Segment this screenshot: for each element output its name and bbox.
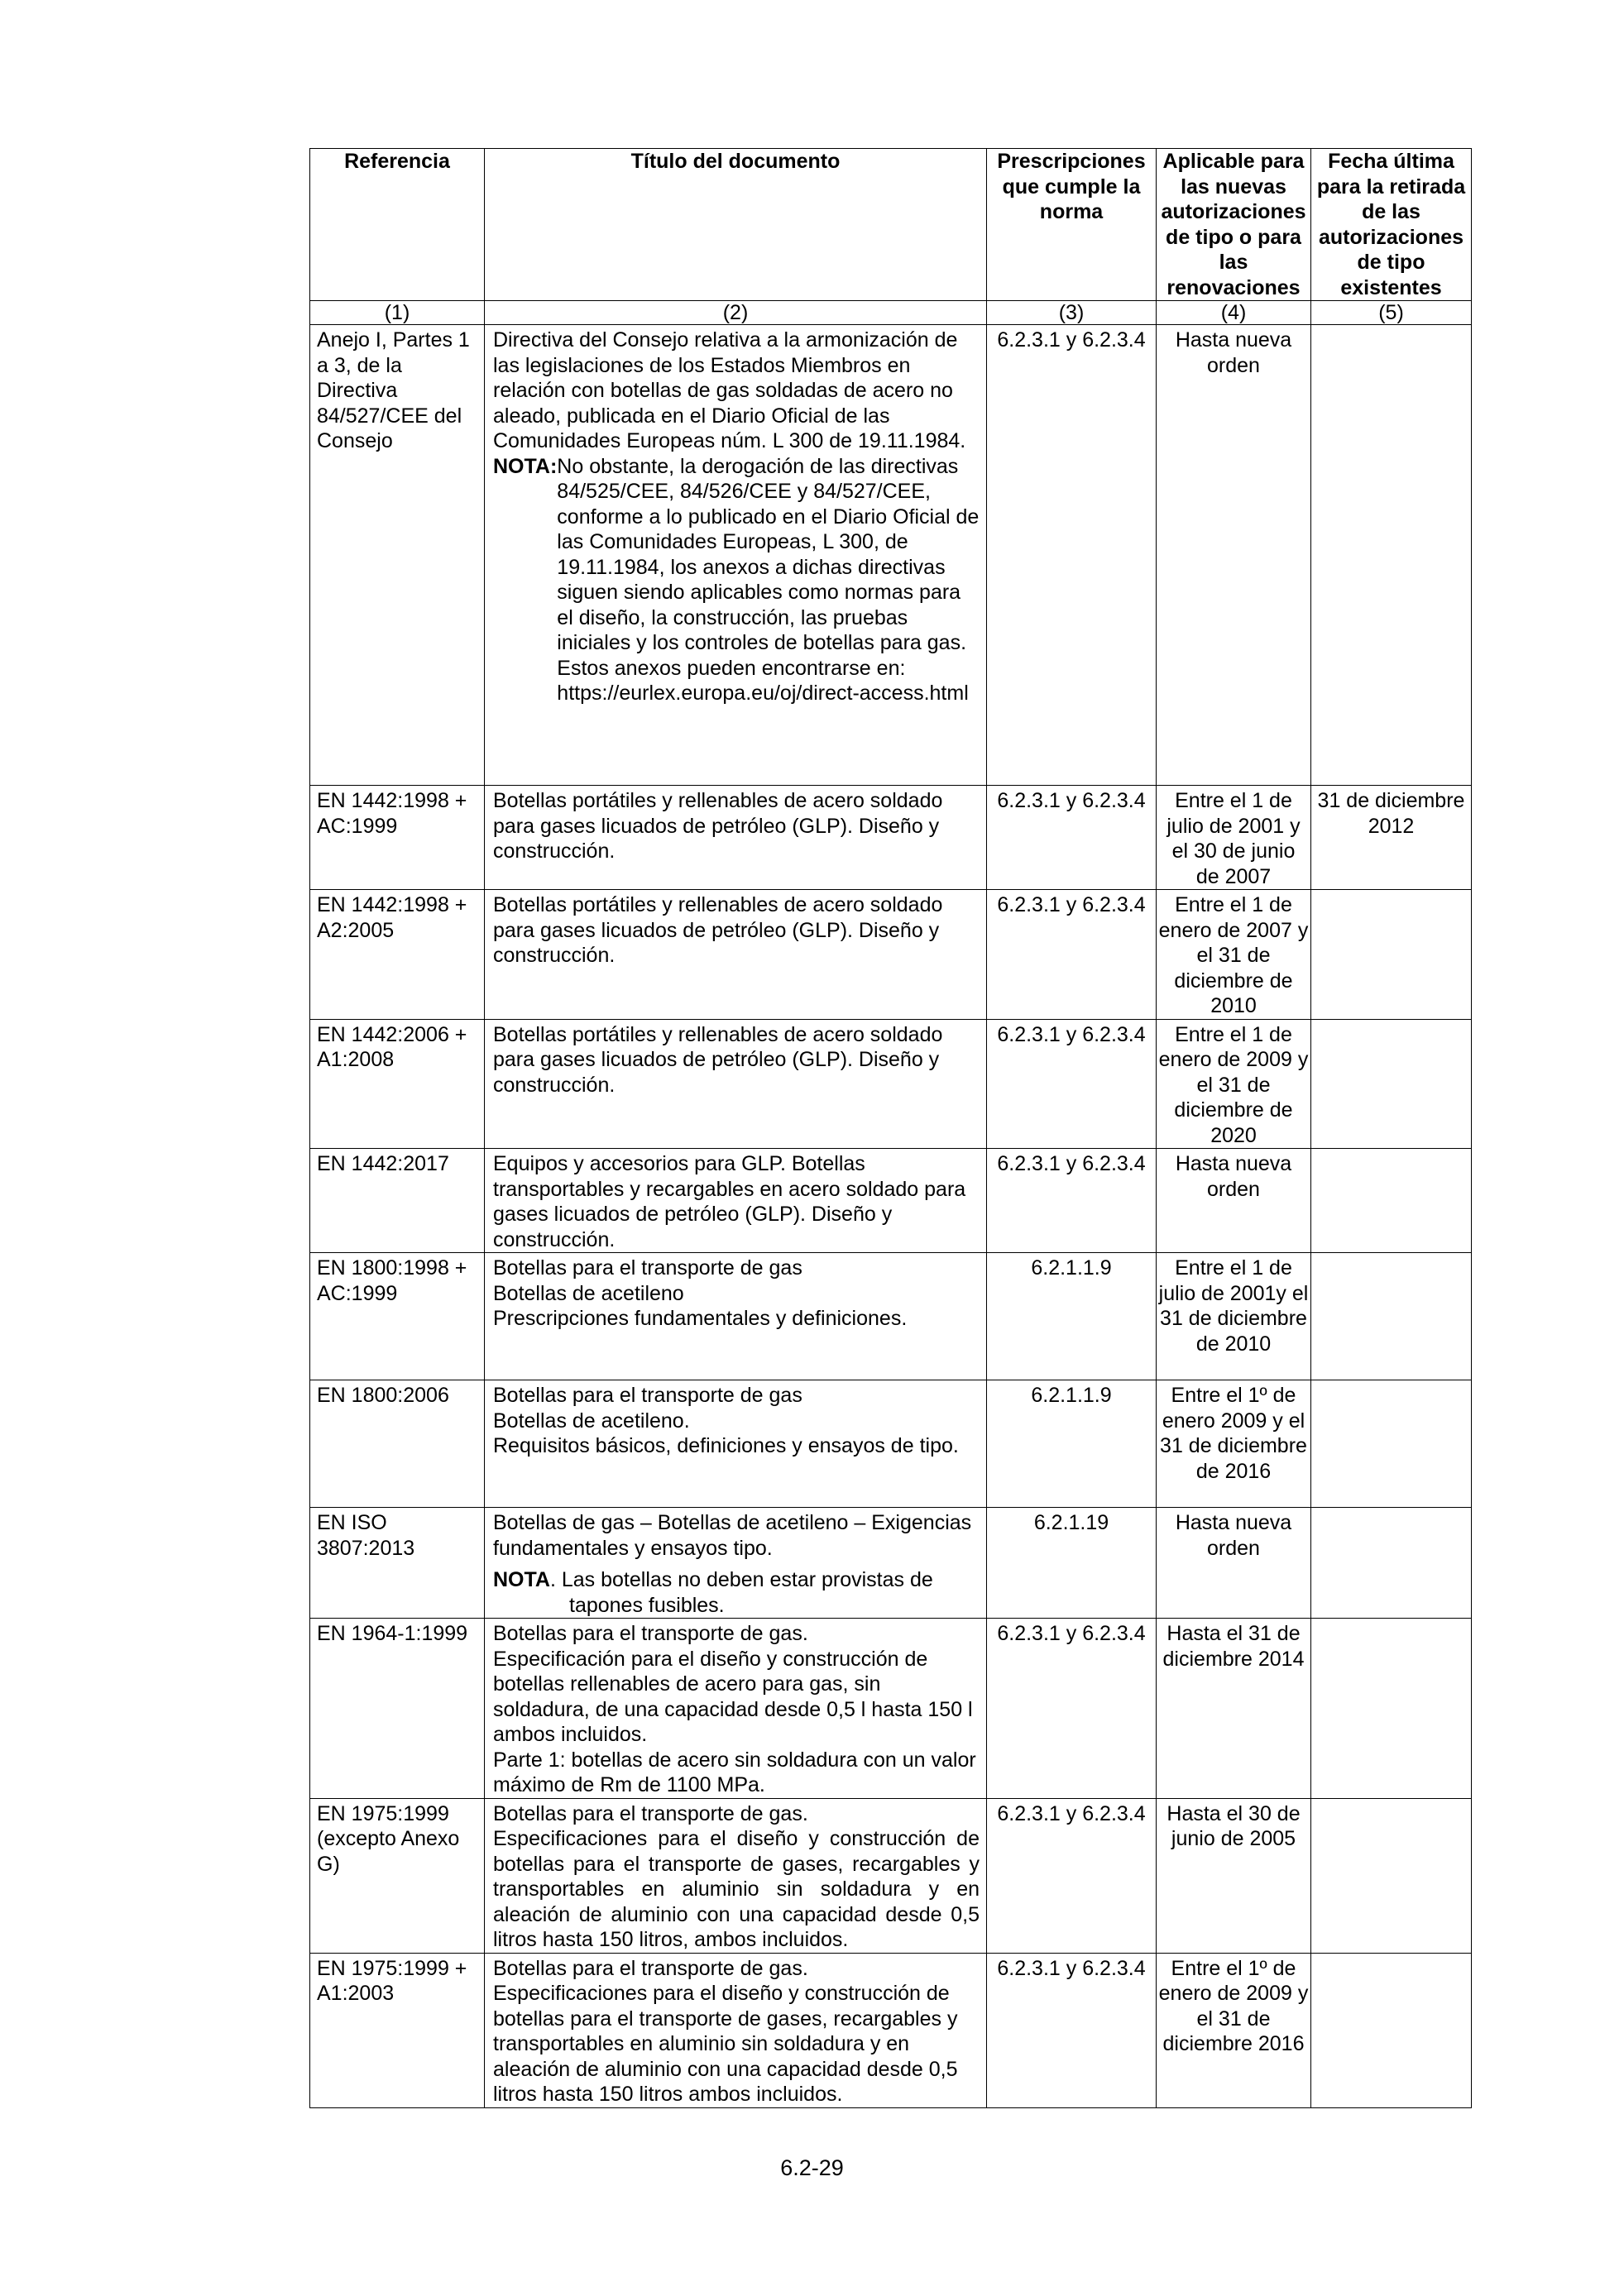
- table-row: [310, 1380, 1472, 1508]
- note-body: . Las botellas no deben estar provistas de tapones fusibles.: [549, 1568, 933, 1617]
- table-row: [310, 890, 1472, 1020]
- withdrawal-cell: 31 de diciembre 2012: [1311, 786, 1472, 890]
- title-cell: Equipos y accesorios para GLP. Botellas transportables y recargables en acero soldado para gases licuados de petróleo (GLP). Diseño y construcción.: [485, 1149, 987, 1253]
- title-line: Especificación para el diseño y construcción de botellas rellenables de acero para gas, sin soldadura, de una capacidad desde 0,5 l hasta 150 l ambos incluidos.: [493, 1647, 973, 1746]
- note-block: [493, 1567, 980, 1618]
- column-number-row: [310, 301, 1472, 325]
- title-cell: Botellas portátiles y rellenables de acero soldado para gases licuados de petróleo (GLP). Diseño y construcción.: [485, 1019, 987, 1149]
- prescriptions-cell: 6.2.1.1.9: [987, 1380, 1157, 1508]
- prescriptions-cell: 6.2.3.1 y 6.2.3.4: [987, 1953, 1157, 2107]
- prescriptions-cell: 6.2.1.19: [987, 1508, 1157, 1619]
- table-row: [310, 1508, 1472, 1619]
- applicable-cell: Entre el 1º de enero de 2009 y el 31 de diciembre 2016: [1157, 1953, 1311, 2107]
- table-row: [310, 1798, 1472, 1953]
- withdrawal-cell: [1311, 1619, 1472, 1799]
- withdrawal-cell: [1311, 1953, 1472, 2107]
- title-text: Directiva del Consejo relativa a la armonización de las legislaciones de los Estados Miembros en relación con botellas de gas soldadas de acero no aleado, publicada en el Diario Oficial de las Comunidades Europeas núm. L 300 de 19.11.1984.: [493, 328, 966, 452]
- applicable-cell: Entre el 1 de enero de 2007 y el 31 de diciembre de 2010: [1157, 890, 1311, 1020]
- header-aplicable: Aplicable para las nuevas autorizaciones de tipo o para las renovaciones: [1157, 149, 1311, 301]
- applicable-cell: Entre el 1 de julio de 2001 y el 30 de junio de 2007: [1157, 786, 1311, 890]
- title-line: Botellas para el transporte de gas.: [493, 1956, 808, 1980]
- header-referencia: Referencia: [310, 149, 485, 301]
- title-line: Especificaciones para el diseño y construcción de botellas para el transporte de gases, recargables y transportables en aluminio sin soldadura y en aleación de aluminio con una capacidad desde 0,5 litros hasta 150 litros ambos incluidos.: [493, 1982, 958, 2106]
- header-titulo: Título del documento: [485, 149, 987, 301]
- note-block: [493, 454, 980, 706]
- note-label: NOTA: [493, 1568, 550, 1591]
- note-body: No obstante, la derogación de las directivas 84/525/CEE, 84/526/CEE y 84/527/CEE, conforme a lo publicado en el Diario Oficial de las Comunidades Europeas, L 300, de 19.11.1984, los anexos a dichas directivas siguen siendo aplicables como normas para el diseño, la construcción, las pruebas iniciales y los controles de botellas para gas. Estos anexos pueden encontrarse en: https://eurlex.europa.eu/oj/direct-access.html: [557, 454, 980, 705]
- table-row: [310, 325, 1472, 786]
- title-cell: Botellas portátiles y rellenables de acero soldado para gases licuados de petróleo (GLP). Diseño y construcción.: [485, 890, 987, 1020]
- table-row: [310, 1619, 1472, 1799]
- standards-table: [309, 148, 1472, 2108]
- prescriptions-cell: 6.2.3.1 y 6.2.3.4: [987, 325, 1157, 786]
- table-row: [310, 1149, 1472, 1253]
- reference-cell: EN 1964-1:1999: [310, 1619, 485, 1799]
- table-row: [310, 1019, 1472, 1149]
- withdrawal-cell: [1311, 1149, 1472, 1253]
- reference-cell: EN 1442:2006 + A1:2008: [310, 1019, 485, 1149]
- title-cell: [485, 1953, 987, 2107]
- table-row: [310, 1253, 1472, 1380]
- title-cell: [485, 1619, 987, 1799]
- withdrawal-cell: [1311, 1380, 1472, 1508]
- note-label: NOTA:: [493, 454, 558, 478]
- title-cell: [485, 1380, 987, 1508]
- prescriptions-cell: 6.2.3.1 y 6.2.3.4: [987, 1798, 1157, 1953]
- title-line: Especificaciones para el diseño y construcción de botellas para el transporte de gases, recargables y transportables en aluminio sin soldadura y en aleación de aluminio con una capacidad desde 0,5 litros hasta 150 litros, ambos incluidos.: [493, 1827, 980, 1951]
- prescriptions-cell: 6.2.3.1 y 6.2.3.4: [987, 1149, 1157, 1253]
- title-line: Prescripciones fundamentales y definiciones.: [493, 1307, 908, 1330]
- column-number: (1): [310, 301, 485, 325]
- withdrawal-cell: [1311, 325, 1472, 786]
- reference-cell: EN 1800:2006: [310, 1380, 485, 1508]
- applicable-cell: Entre el 1 de enero de 2009 y el 31 de diciembre de 2020: [1157, 1019, 1311, 1149]
- withdrawal-cell: [1311, 1253, 1472, 1380]
- column-number: (3): [987, 301, 1157, 325]
- title-line: Requisitos básicos, definiciones y ensayos de tipo.: [493, 1434, 959, 1457]
- applicable-cell: Hasta nueva orden: [1157, 1149, 1311, 1253]
- title-line: Botellas de acetileno.: [493, 1409, 690, 1433]
- prescriptions-cell: 6.2.3.1 y 6.2.3.4: [987, 890, 1157, 1020]
- withdrawal-cell: [1311, 1508, 1472, 1619]
- applicable-cell: Hasta nueva orden: [1157, 325, 1311, 786]
- column-number: (5): [1311, 301, 1472, 325]
- title-cell: [485, 325, 987, 786]
- prescriptions-cell: 6.2.3.1 y 6.2.3.4: [987, 1019, 1157, 1149]
- title-line: Parte 1: botellas de acero sin soldadura con un valor máximo de Rm de 1100 MPa.: [493, 1748, 976, 1796]
- prescriptions-cell: 6.2.3.1 y 6.2.3.4: [987, 786, 1157, 890]
- header-fecha-retirada: Fecha última para la retirada de las autorizaciones de tipo existentes: [1311, 149, 1472, 301]
- title-line: Botellas de acetileno: [493, 1281, 684, 1305]
- title-line: Botellas para el transporte de gas.: [493, 1801, 808, 1825]
- page-number: 6.2-29: [780, 2155, 844, 2180]
- title-cell: [485, 1508, 987, 1619]
- title-cell: [485, 1253, 987, 1380]
- applicable-cell: Entre el 1 de julio de 2001y el 31 de diciembre de 2010: [1157, 1253, 1311, 1380]
- reference-cell: Anejo I, Partes 1 a 3, de la Directiva 84/527/CEE del Consejo: [310, 325, 485, 786]
- table-row: [310, 1953, 1472, 2107]
- title-line: Botellas para el transporte de gas.: [493, 1622, 808, 1645]
- table-row: [310, 786, 1472, 890]
- reference-cell: EN ISO 3807:2013: [310, 1508, 485, 1619]
- applicable-cell: Hasta nueva orden: [1157, 1508, 1311, 1619]
- note-text: [557, 454, 980, 706]
- header-prescripciones: Prescripciones que cumple la norma: [987, 149, 1157, 301]
- reference-cell: EN 1975:1999 + A1:2003: [310, 1953, 485, 2107]
- title-cell: Botellas portátiles y rellenables de acero soldado para gases licuados de petróleo (GLP). Diseño y construcción.: [485, 786, 987, 890]
- applicable-cell: Entre el 1º de enero 2009 y el 31 de diciembre de 2016: [1157, 1380, 1311, 1508]
- title-line: Botellas para el transporte de gas: [493, 1384, 802, 1407]
- reference-cell: EN 1800:1998 + AC:1999: [310, 1253, 485, 1380]
- prescriptions-cell: 6.2.1.1.9: [987, 1253, 1157, 1380]
- applicable-cell: Hasta el 30 de junio de 2005: [1157, 1798, 1311, 1953]
- column-number: (4): [1157, 301, 1311, 325]
- prescriptions-cell: 6.2.3.1 y 6.2.3.4: [987, 1619, 1157, 1799]
- column-number: (2): [485, 301, 987, 325]
- table-header-row: [310, 149, 1472, 301]
- reference-cell: EN 1442:2017: [310, 1149, 485, 1253]
- title-line: Botellas para el transporte de gas: [493, 1256, 802, 1280]
- withdrawal-cell: [1311, 890, 1472, 1020]
- reference-cell: EN 1442:1998 + AC:1999: [310, 786, 485, 890]
- title-text: Botellas de gas – Botellas de acetileno – Exigencias fundamentales y ensayos tipo.: [493, 1511, 972, 1560]
- applicable-cell: Hasta el 31 de diciembre 2014: [1157, 1619, 1311, 1799]
- title-cell: [485, 1798, 987, 1953]
- withdrawal-cell: [1311, 1019, 1472, 1149]
- reference-cell: EN 1975:1999 (excepto Anexo G): [310, 1798, 485, 1953]
- reference-cell: EN 1442:1998 + A2:2005: [310, 890, 485, 1020]
- withdrawal-cell: [1311, 1798, 1472, 1953]
